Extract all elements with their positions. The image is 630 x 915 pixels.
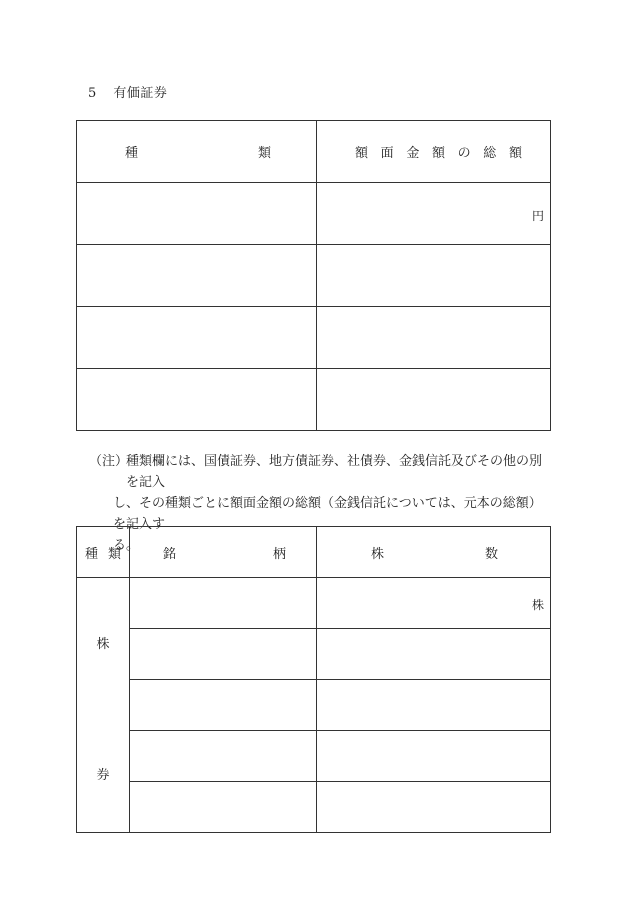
note-line-2: し、その種類ごとに額面金額の総額（金銭信託については、元本の総額）を記入す bbox=[113, 496, 542, 532]
table-header-row bbox=[77, 121, 551, 183]
table-row bbox=[77, 307, 551, 369]
side-label-char-1: 株 bbox=[96, 637, 110, 652]
table-row bbox=[77, 578, 551, 629]
side-label-char-2: 券 bbox=[96, 768, 110, 783]
section-title: 有価証券 bbox=[113, 86, 168, 101]
kind-header: 種 類 bbox=[77, 527, 130, 578]
table-row bbox=[77, 782, 551, 833]
shares-cell[interactable] bbox=[317, 629, 551, 680]
shares-cell[interactable] bbox=[317, 578, 551, 629]
shares-cell[interactable] bbox=[317, 782, 551, 833]
note-label: （注） bbox=[89, 454, 129, 469]
amount-cell[interactable] bbox=[317, 183, 551, 245]
table-row bbox=[77, 629, 551, 680]
securities-amount-table bbox=[76, 120, 551, 431]
brand-cell[interactable] bbox=[130, 680, 317, 731]
shares-cell[interactable] bbox=[317, 680, 551, 731]
shares-cell[interactable] bbox=[317, 731, 551, 782]
shares-header: 株 数 bbox=[317, 527, 551, 578]
kind-cell[interactable] bbox=[77, 307, 317, 369]
brand-header: 銘 柄 bbox=[130, 527, 317, 578]
note-line-1: 種類欄には、国債証券、地方債証券、社債券、金銭信託及びその他の別を記入 bbox=[126, 454, 543, 490]
section-heading bbox=[88, 82, 167, 101]
table-header-row bbox=[77, 527, 551, 578]
kind-cell[interactable] bbox=[77, 369, 317, 431]
amount-cell[interactable] bbox=[317, 307, 551, 369]
table-row bbox=[77, 183, 551, 245]
shares-unit: 株 bbox=[531, 598, 544, 612]
note-line-3: る。 bbox=[113, 538, 140, 553]
brand-cell[interactable] bbox=[130, 731, 317, 782]
kind-cell[interactable] bbox=[77, 183, 317, 245]
table-row bbox=[77, 369, 551, 431]
kind-header: 種 類 bbox=[77, 121, 317, 183]
amount-cell[interactable] bbox=[317, 369, 551, 431]
section-number: 5 bbox=[88, 86, 97, 101]
kind-cell[interactable] bbox=[77, 245, 317, 307]
table-row bbox=[77, 245, 551, 307]
amount-cell[interactable] bbox=[317, 245, 551, 307]
brand-cell[interactable] bbox=[130, 782, 317, 833]
table-row bbox=[77, 680, 551, 731]
stock-shares-table bbox=[76, 526, 551, 833]
face-amount-total-header: 額 面 金 額 の 総 額 bbox=[317, 121, 551, 183]
stock-certificate-label-cell bbox=[77, 578, 130, 833]
table-row bbox=[77, 731, 551, 782]
brand-cell[interactable] bbox=[130, 578, 317, 629]
brand-cell[interactable] bbox=[130, 629, 317, 680]
yen-unit: 円 bbox=[531, 209, 544, 223]
